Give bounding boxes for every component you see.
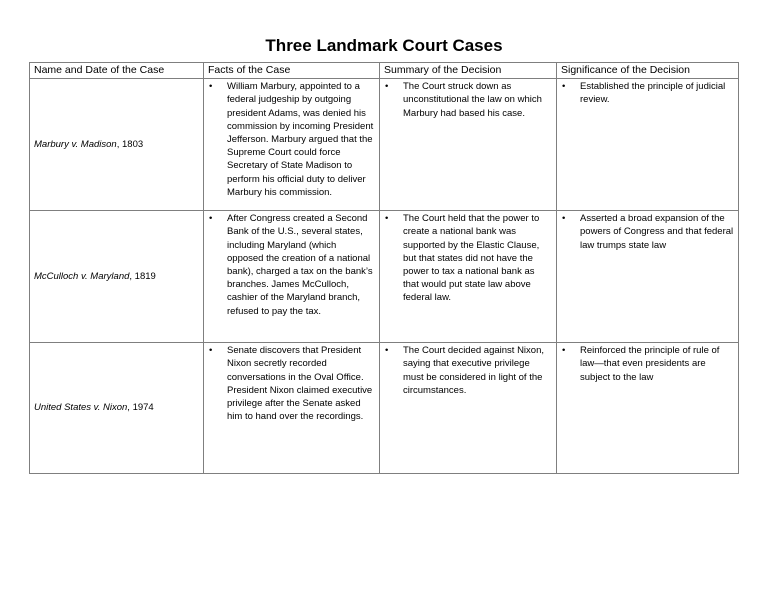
bullet-icon: •	[209, 81, 213, 93]
case-name: United States v. Nixon	[34, 402, 128, 414]
case-cell	[30, 211, 204, 343]
bullet-icon: •	[562, 213, 566, 225]
header-summary: Summary of the Decision	[380, 63, 557, 79]
facts-text: William Marbury, appointed to a federal judgeship by outgoing president Adams, was denied his commission by incoming President Jefferson. Marbury argued that the Supreme Court could force Secretary of State Madison to perform his official duty to deliver Marbury his commission.	[227, 81, 374, 198]
case-name: McCulloch v. Maryland	[34, 270, 130, 282]
header-significance: Significance of the Decision	[557, 63, 739, 79]
bullet-icon: •	[562, 345, 566, 357]
header-facts: Facts of the Case	[204, 63, 380, 79]
table-row	[30, 79, 739, 211]
bullet-icon: •	[385, 345, 389, 357]
summary-cell	[380, 211, 557, 343]
significance-cell	[557, 79, 739, 211]
case-year: , 1819	[129, 270, 156, 282]
facts-cell	[204, 79, 380, 211]
bullet-icon: •	[562, 81, 566, 93]
case-cell	[30, 79, 204, 211]
summary-text: The Court held that the power to create a national bank was supported by the Elastic Clause, but that states did not have the power to tax a national bank as that would put state law above federal law.	[403, 213, 540, 304]
facts-cell	[204, 343, 380, 474]
facts-text: After Congress created a Second Bank of the U.S., several states, including Maryland (which opposed the creation of a national bank), charged a tax on the bank’s branches. James McCulloch, cashier of the Maryland branch, refused to pay the tax.	[227, 213, 373, 317]
table-row	[30, 343, 739, 474]
case-year: , 1803	[116, 138, 144, 150]
bullet-icon: •	[209, 345, 213, 357]
case-year: , 1974	[127, 402, 154, 414]
bullet-icon: •	[209, 213, 213, 225]
significance-cell	[557, 343, 739, 474]
table-header-row	[30, 63, 739, 79]
page-title: Three Landmark Court Cases	[265, 36, 503, 55]
summary-cell	[380, 343, 557, 474]
bullet-icon: •	[385, 213, 389, 225]
bullet-icon: •	[385, 81, 389, 93]
table-row	[30, 211, 739, 343]
court-cases-table	[29, 62, 739, 474]
summary-text: The Court struck down as unconstitutional the law on which Marbury had based his case.	[403, 81, 542, 119]
facts-text: Senate discovers that President Nixon secretly recorded conversations in the Oval Office. President Nixon claimed executive privilege after the Senate asked him to hand over the recordings.	[227, 345, 373, 423]
summary-text: The Court decided against Nixon, saying that executive privilege must be considered in light of the circumstances.	[403, 345, 544, 396]
significance-text: Reinforced the principle of rule of law—that even presidents are subject to the law	[580, 345, 720, 383]
significance-cell	[557, 211, 739, 343]
facts-cell	[204, 211, 380, 343]
significance-text: Established the principle of judicial review.	[580, 81, 726, 106]
significance-text: Asserted a broad expansion of the powers of Congress and that federal law trumps state law	[580, 213, 734, 251]
case-name: Marbury v. Madison	[34, 138, 117, 150]
case-cell	[30, 343, 204, 474]
header-case: Name and Date of the Case	[30, 63, 204, 79]
summary-cell	[380, 79, 557, 211]
